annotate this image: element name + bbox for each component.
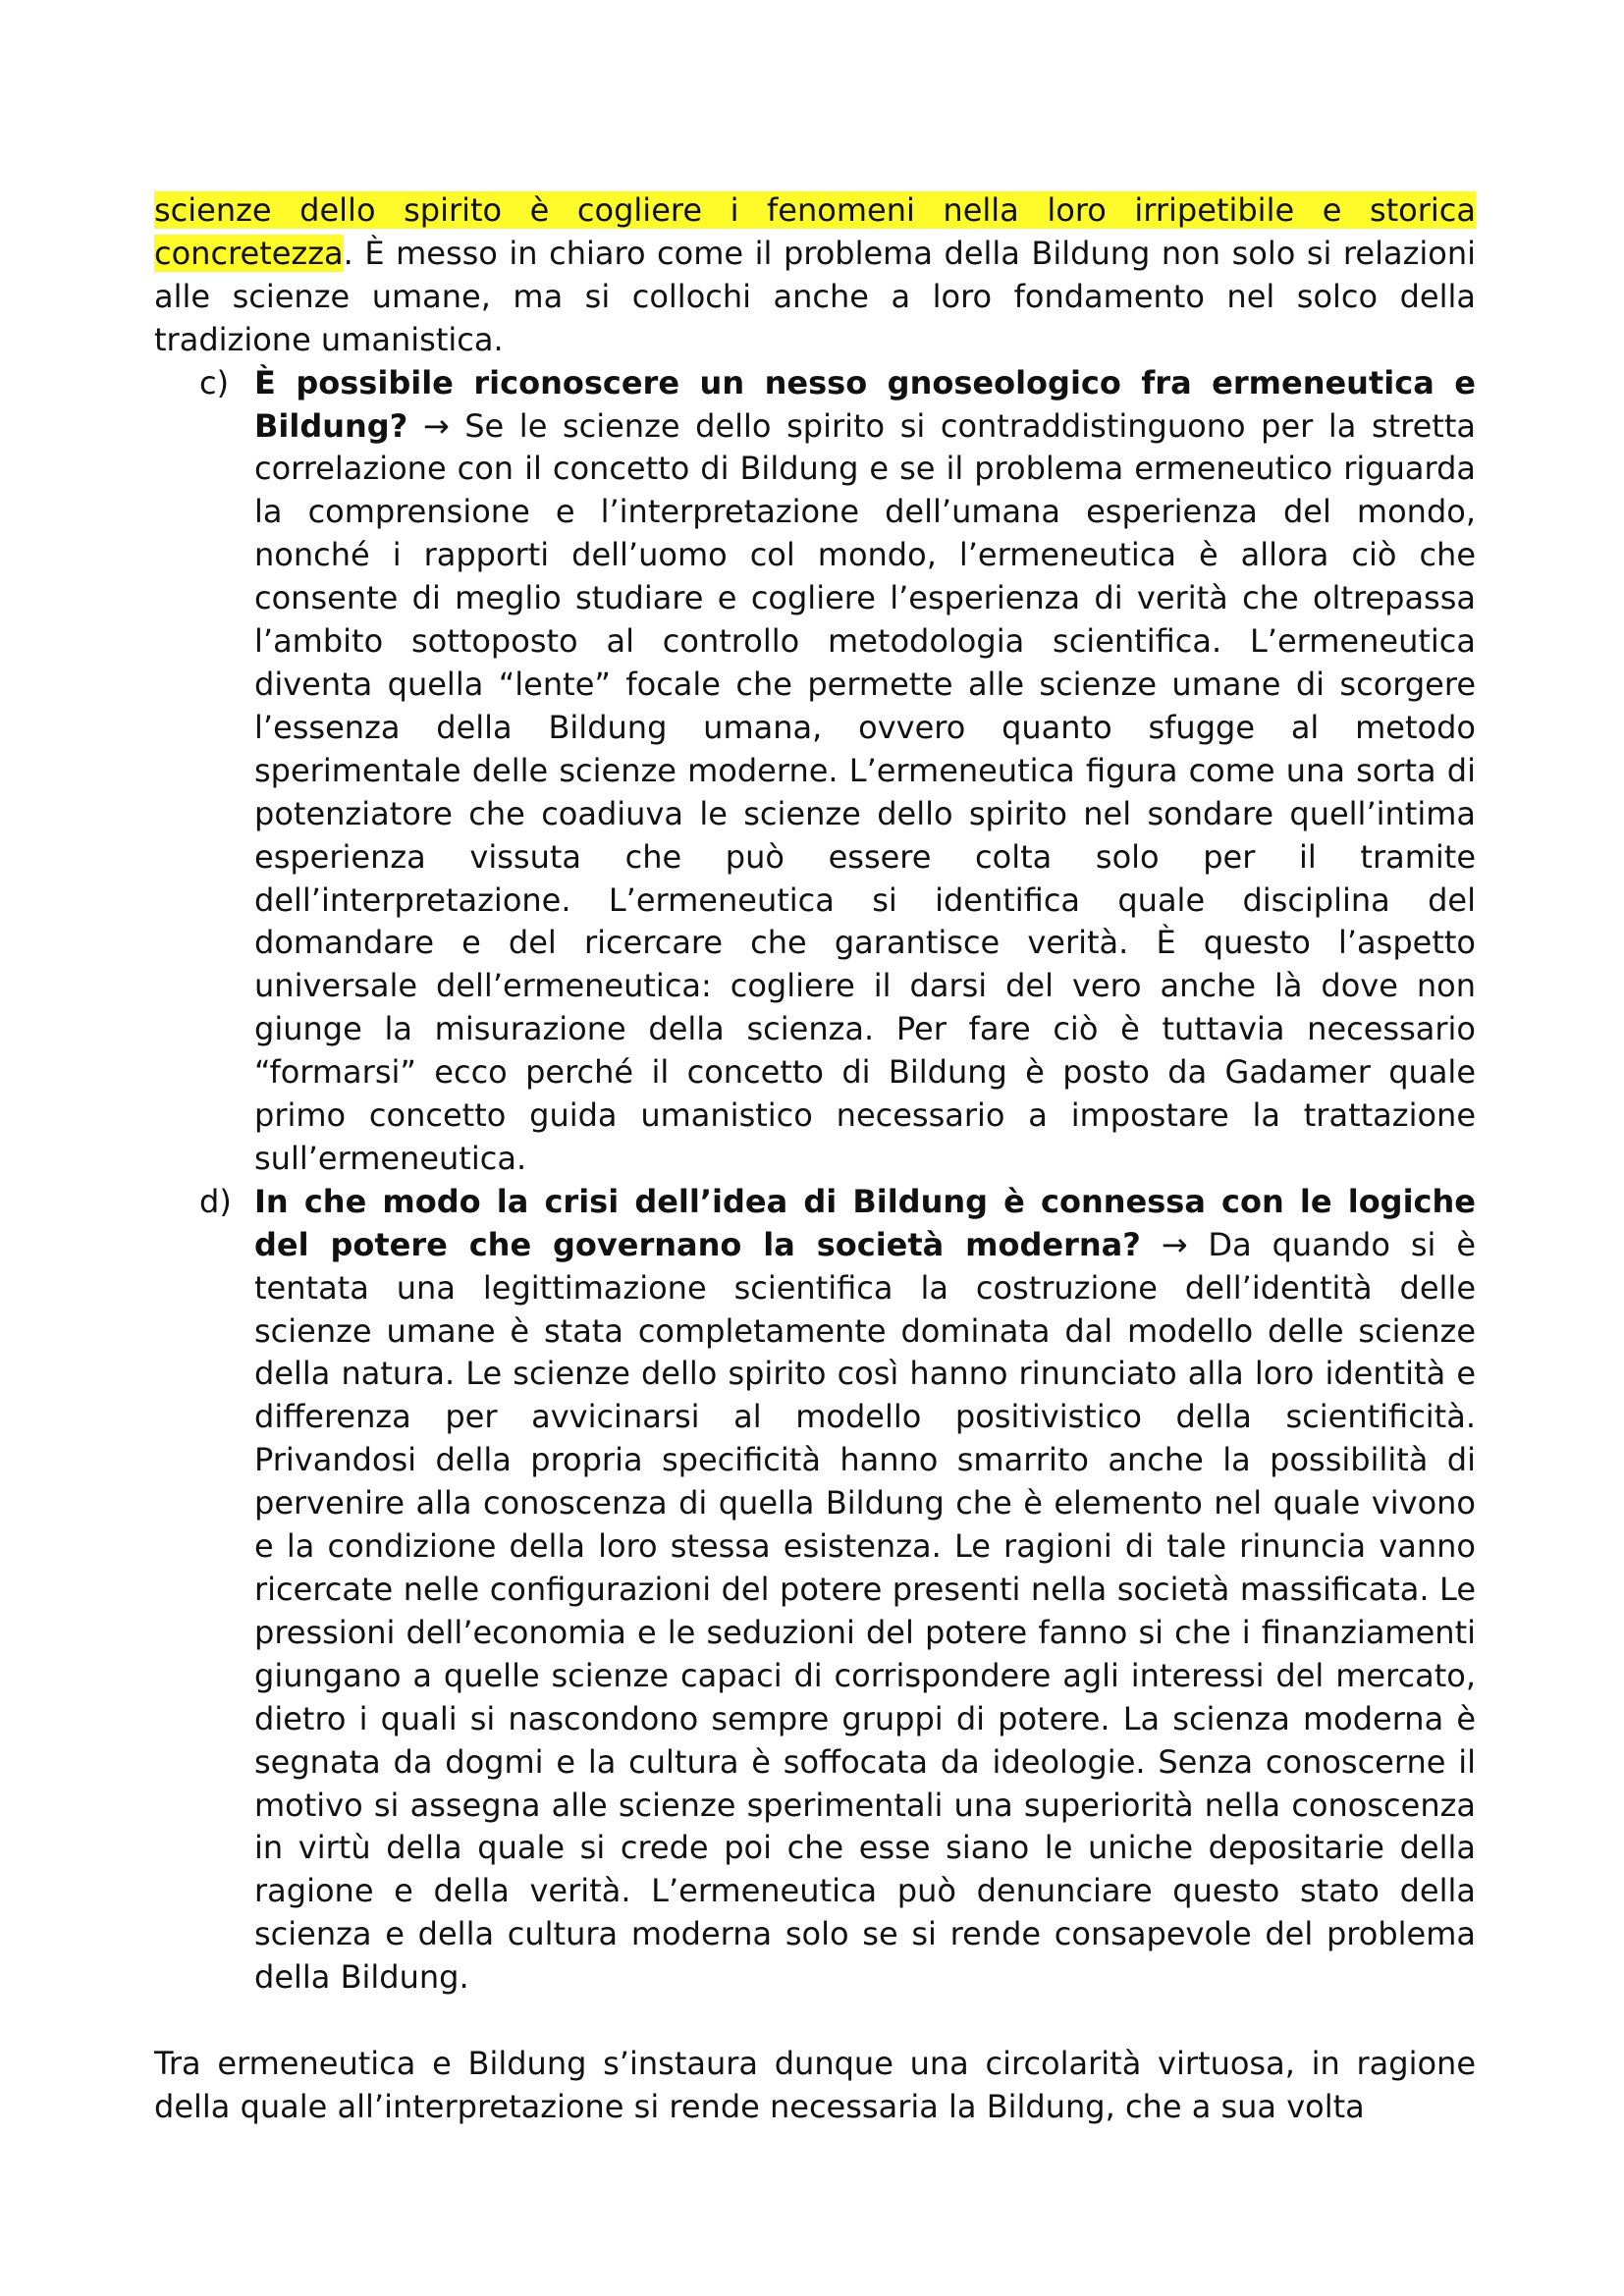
list-marker: d) xyxy=(199,1182,232,1220)
question-text: In che modo la crisi dell’idea di Bildung è connessa con le logiche del potere che governano la società moderna? xyxy=(254,1182,1476,1263)
list-item-d xyxy=(199,1181,1477,2000)
document-body xyxy=(154,189,1476,2129)
arrow-icon: → xyxy=(1161,1225,1188,1263)
question-text: È possibile riconoscere un nesso gnoseologico fra ermeneutica e Bildung? xyxy=(254,363,1476,445)
continuation-paragraph xyxy=(154,189,1476,362)
continuation-text: . È messo in chiaro come il problema della Bildung non solo si relazioni alle scienze umane, ma si collochi anche a loro fondamento nel solco della tradizione umanistica. xyxy=(154,234,1476,358)
highlighted-text: scienze dello spirito è cogliere i fenomeni nella loro irripetibile e storica concretezza xyxy=(154,191,1476,272)
list-item-c xyxy=(199,362,1477,1181)
answer-text: Da quando si è tentata una legittimazione scientifica la costruzione dell’identità delle scienze umane è stata completamente dominata dal modello delle scienze della natura. Le scienze dello spirito così hanno rinunciato alla loro identità e differenza per avvicinarsi al modello positivistico della scientificità. Privandosi della propria specificità hanno smarrito anche la possibilità di pervenire alla conoscenza di quella Bildung che è elemento nel quale vivono e la condizione della loro stessa esistenza. Le ragioni di tale rinuncia vanno ricercate nelle configurazioni del potere presenti nella società massificata. Le pressioni dell’economia e le seduzioni del potere fanno si che i finanziamenti giungano a quelle scienze capaci di corrispondere agli interessi del mercato, dietro i quali si nascondono sempre gruppi di potere. La scienza moderna è segnata da dogmi e la cultura è soffocata da ideologie. Senza conoscerne il motivo si assegna alle scienze sperimentali una superiorità nella conoscenza in virtù della quale si crede poi che esse siano le uniche depositarie della ragione e della verità. L’ermeneutica può denunciare questo stato della scienza e della cultura moderna solo se si rende consapevole del problema della Bildung. xyxy=(254,1225,1477,1997)
list-marker: c) xyxy=(199,363,230,401)
arrow-icon: → xyxy=(422,406,450,445)
closing-paragraph: Tra ermeneutica e Bildung s’instaura dunque una circolarità virtuosa, in ragione della quale all’interpretazione si rende necessaria la Bildung, che a sua volta xyxy=(154,2045,1476,2125)
answer-text: Se le scienze dello spirito si contraddistinguono per la stretta correlazione con il concetto di Bildung e se il problema ermeneutico riguarda la comprensione e l’interpretazione dell’umana esperienza del mondo, nonché i rapporti dell’uomo col mondo, l’ermeneutica è allora ciò che consente di meglio studiare e cogliere l’esperienza di verità che oltrepassa l’ambito sottoposto al controllo metodologia scientifica. L’ermeneutica diventa quella “lente” focale che permette alle scienze umane di scorgere l’essenza della Bildung umana, ovvero quanto sfugge al metodo sperimentale delle scienze moderne. L’ermeneutica figura come una sorta di potenziatore che coadiuva le scienze dello spirito nel sondare quell’intima esperienza vissuta che può essere colta solo per il tramite dell’interpretazione. L’ermeneutica si identifica quale disciplina del domandare e del ricercare che garantisce verità. È questo l’aspetto universale dell’ermeneutica: cogliere il darsi del vero anche là dove non giunge la misurazione della scienza. Per fare ciò è tuttavia necessario “formarsi” ecco perché il concetto di Bildung è posto da Gadamer quale primo concetto guida umanistico necessario a impostare la trattazione sull’ermeneutica. xyxy=(254,406,1477,1177)
